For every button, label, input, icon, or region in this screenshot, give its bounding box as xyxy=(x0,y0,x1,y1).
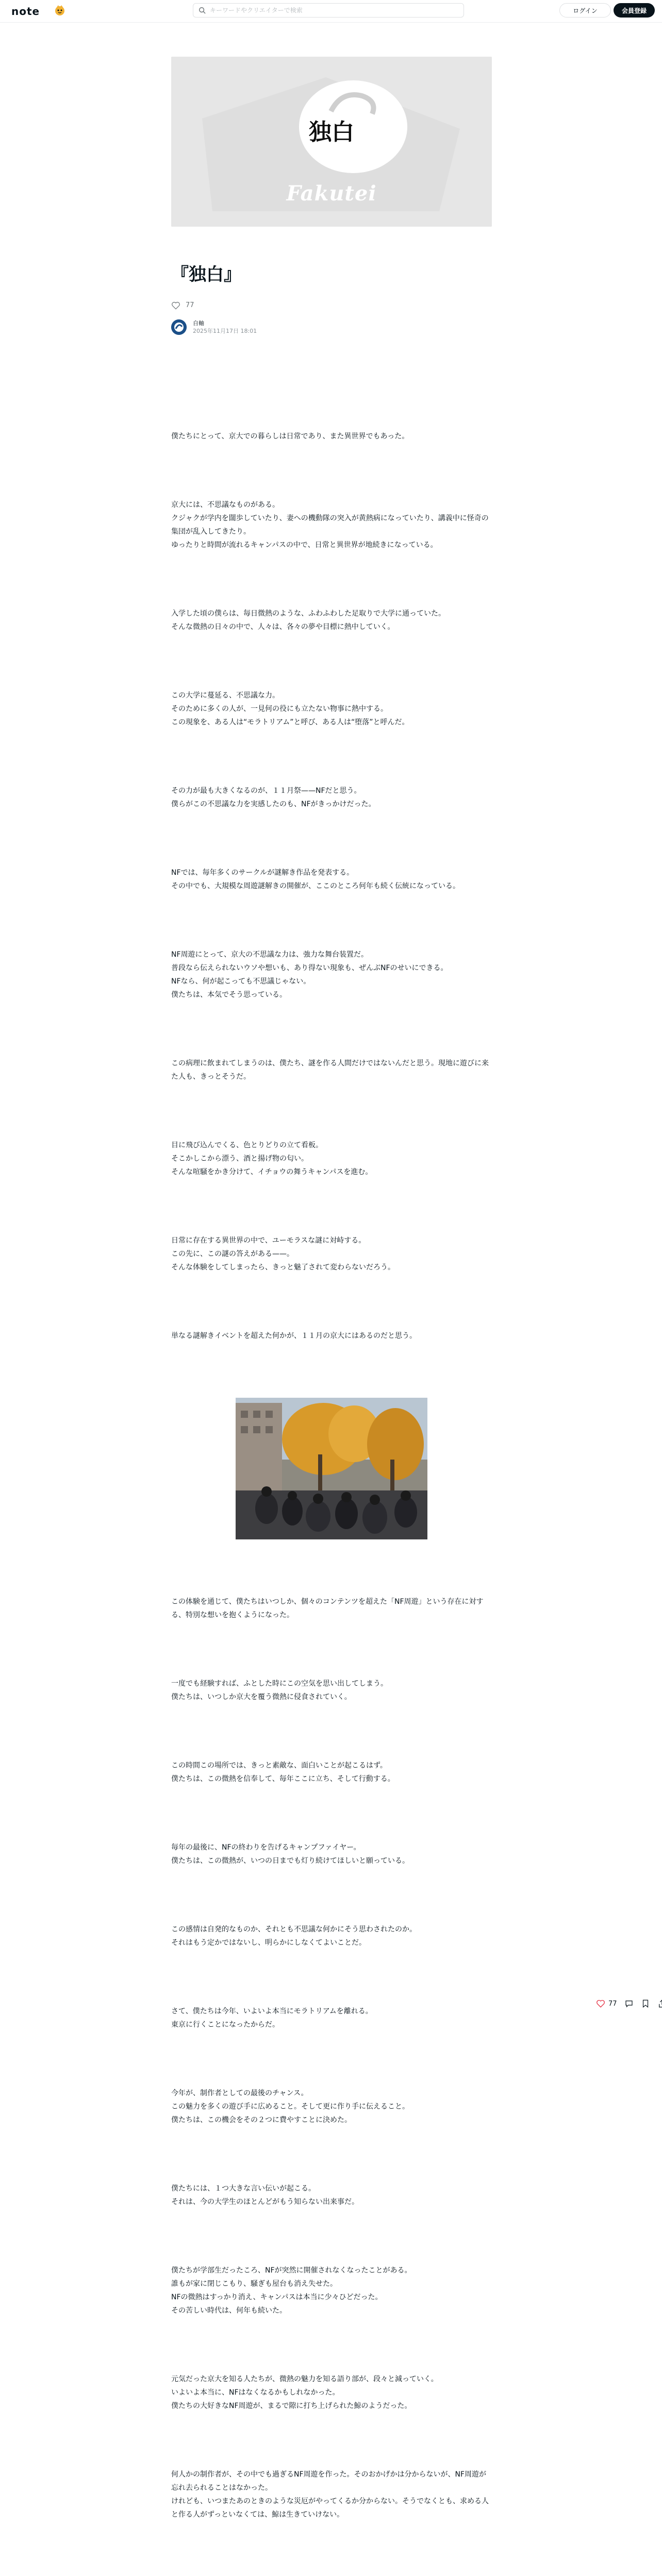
login-button[interactable]: ログイン xyxy=(559,3,611,18)
paragraph: この時間この場所では、きっと素敵な、面白いことが起こるはず。 僕たちは、この微熱を信奉して、毎年ここに立ち、そして行動する。 xyxy=(171,1761,395,1784)
float-save[interactable] xyxy=(641,1999,650,2008)
search-input[interactable] xyxy=(210,7,457,14)
logo-text: note xyxy=(11,5,40,18)
signup-button[interactable]: 会員登録 xyxy=(614,3,655,18)
paragraph: さて、僕たちは今年、いよいよ本当にモラトリアムを離れる。 東京に行くことになったからだ。 xyxy=(171,2007,373,2029)
comment-icon[interactable] xyxy=(624,1999,634,2008)
paragraph: 日常に存在する異世界の中で、ユーモラスな謎に対峙する。 この先に、この謎の答えがある——。 そんな体験をしてしまったら、きっと魅了されて変わらないだろう。 xyxy=(171,1236,395,1272)
heart-icon[interactable] xyxy=(596,1999,605,2008)
top-header xyxy=(0,0,662,23)
paragraph: 単なる謎解きイベントを超えた何かが、１１月の京大にはあるのだと思う。 xyxy=(171,1332,417,1341)
eyecatch-kanji: 独白 xyxy=(309,119,354,145)
like-count: 77 xyxy=(186,301,194,310)
campus-photo xyxy=(236,1398,427,1539)
search-box[interactable] xyxy=(193,3,464,18)
float-like-count: 77 xyxy=(608,1999,617,2008)
paragraph: この病理に飲まれてしまうのは、僕たち、謎を作る人間だけではないんだと思う。現地に遊びに来た人も、きっとそうだ。 xyxy=(171,1059,489,1081)
paragraph: この大学に蔓延る、不思議な力。 そのために多くの人が、一見何の役にも立たない物事に熱中する。 この現象を、ある人は“モラトリアム”と呼び、ある人は“堕落”と呼んだ。 xyxy=(171,691,409,727)
publish-date: 2025年11月17日 18:01 xyxy=(193,327,257,334)
paragraph: 毎年の最後に、NFの終わりを告げるキャンプファイヤー。 僕たちは、この微熱が、いつの日までも灯り続けてほしいと願っている。 xyxy=(171,1843,409,1866)
bookmark-icon[interactable] xyxy=(641,1999,650,2008)
heart-icon[interactable] xyxy=(171,301,180,310)
paragraph: この体験を通じて、僕たちはいつしか、個々のコンテンツを超えた「NF周遊」という存在に対する、特別な想いを抱くようになった。 xyxy=(171,1598,484,1620)
article xyxy=(171,57,492,2576)
paragraph: 目に飛び込んでくる、色とりどりの立て看板。 そこかしこから漂う、酒と揚げ物の匂い。 そんな喧騒をかき分けて、イチョウの舞うキャンパスを進む。 xyxy=(171,1141,373,1177)
author-name[interactable]: 自軸 xyxy=(193,319,204,327)
share-icon[interactable] xyxy=(657,1999,662,2008)
paragraph: 入学した頃の僕らは、毎日微熱のような、ふわふわした足取りで大学に通っていた。 そんな微熱の日々の中で、人々は、各々の夢や目標に熱中していく。 xyxy=(171,609,445,632)
campus-photo-graphic xyxy=(236,1398,427,1539)
float-comment[interactable] xyxy=(624,1999,634,2008)
floating-actions xyxy=(596,1999,662,2008)
avatar-graphic xyxy=(171,319,187,335)
article-body xyxy=(171,430,492,2576)
paragraph: この感情は自発的なものか、それとも不思議な何かにそう思わされたのか。 それはもう定かではないし、明らかにしなくてよいことだ。 xyxy=(171,1925,417,1947)
paragraph: 僕たちが学部生だったころ、NFが突然に開催されなくなったことがある。 誰もが家に閉じこもり、騒ぎも屋台も消え失せた。 NFの微熱はすっかり消え、キャンパスは本当に少々ひどだった。 その苦しい時代は、何年も続いた。 xyxy=(171,2266,412,2315)
float-like[interactable] xyxy=(596,1999,617,2008)
paragraph: NF周遊にとって、京大の不思議な力は、強力な舞台装置だ。 普段なら伝えられないウソや想いも、あり得ない現象も、ぜんぶNFのせいにできる。 NFなら、何が起こっても不思議じゃない。 僕たちは、本気でそう思っている。 xyxy=(171,951,448,999)
paragraph: 一度でも経験すれば、ふとした時にこの空気を思い出してしまう。 僕たちは、いつしか京大を覆う微熱に侵食されていく。 xyxy=(171,1680,388,1702)
author-avatar[interactable] xyxy=(171,319,187,335)
paragraph: 僕たちには、１つ大きな言い伝いが起こる。 それは、今の大学生のほとんどがもう知らない出来事だ。 xyxy=(171,2184,359,2207)
paragraph: 僕たちにとって、京大での暮らしは日常であり、また異世界でもあった。 xyxy=(171,432,409,441)
eyecatch-image xyxy=(171,57,492,227)
paragraph: 京大には、不思議なものがある。 クジャクが学内を闊歩していたり、妻への機動隊の突入が黄熱病になっていたり、講義中に怪奇の集団が乱入してきたり。 ゆったりと時間が流れるキャンパスの中で、日常と異世界が地続きになっている。 xyxy=(171,501,489,550)
paragraph: 何人かの制作者が、その中でも過ぎるNF周遊を作った。そのおかげかは分からないが、NF周遊が忘れ去られることはなかった。 けれども、いつまたあのときのような災厄がやってくるか分からない。そうでなくとも、求める人と作る人がずっといなくては、鯨は生きていけない。 xyxy=(171,2470,489,2519)
paragraph: その力が最も大きくなるのが、１１月祭——NFだと思う。 僕らがこの不思議な力を実感したのも、NFがきっかけだった。 xyxy=(171,787,376,809)
float-share[interactable] xyxy=(657,1999,662,2008)
like-row[interactable] xyxy=(171,301,492,310)
paragraph: 元気だった京大を知る人たちが、微熱の魅力を知る語り部が、段々と減っていく。 いよいよ本当に、NFはなくなるかもしれなかった。 僕たちの大好きなNF周遊が、まるで隙に打ち上げられた鯨のようだった。 xyxy=(171,2375,438,2411)
search-icon xyxy=(198,7,206,14)
article-title: 『独白』 xyxy=(171,264,241,285)
eyecatch-brand: Fakutei xyxy=(286,181,377,206)
note-logo[interactable] xyxy=(11,5,40,18)
photo-wrap xyxy=(171,1398,492,1539)
paragraph: 今年が、制作者としての最後のチャンス。 この魅力を多くの遊び手に広めること。そして更に作り手に伝えること。 僕たちは、この機会をその２つに費やすことに決めた。 xyxy=(171,2089,409,2125)
paragraph: NFでは、毎年多くのサークルが謎解き作品を発表する。 その中でも、大規模な周遊謎解きの開催が、ここのところ何年も続く伝統になっている。 xyxy=(171,869,460,891)
mascot-icon xyxy=(54,4,66,16)
author-block[interactable] xyxy=(171,319,492,335)
